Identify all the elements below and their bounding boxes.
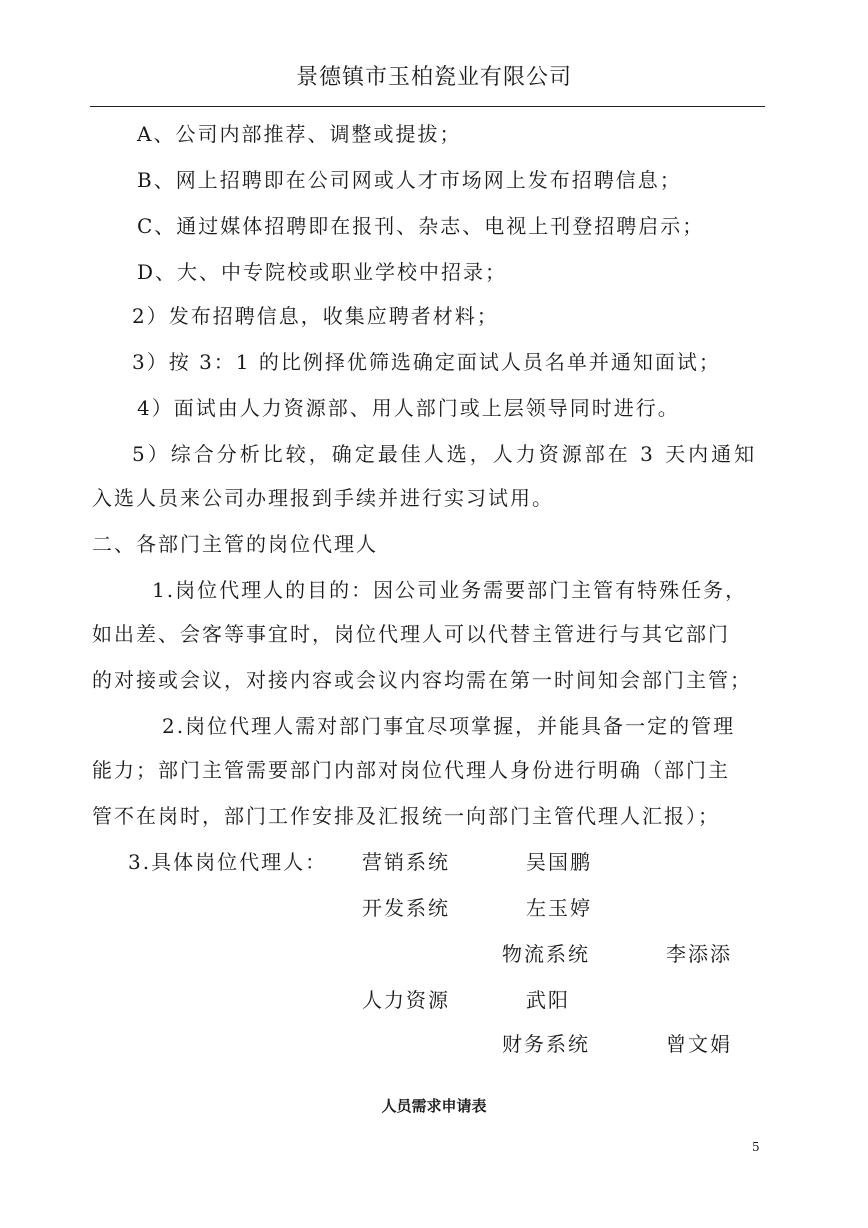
section-heading: 二、各部门主管的岗位代理人 xyxy=(92,532,378,556)
agent-name: 左玉婷 xyxy=(526,896,592,920)
body-line: 入选人员来公司办理报到手续并进行实习试用。 xyxy=(92,486,554,510)
agent-name: 吴国鹏 xyxy=(526,850,592,874)
page-header-title: 景德镇市玉柏瓷业有限公司 xyxy=(295,65,572,90)
agent-name: 李添添 xyxy=(666,942,732,966)
body-line: B、网上招聘即在公司网或人才市场网上发布招聘信息； xyxy=(137,168,682,192)
body-line: 5）综合分析比较，确定最佳人选，人力资源部在 3 天内通知 xyxy=(132,442,758,466)
body-line: D、大、中专院校或职业学校中招录； xyxy=(137,260,508,284)
agent-dept: 人力资源 xyxy=(362,988,450,1012)
agent-name: 曾文娟 xyxy=(666,1032,732,1056)
agents-label: 3.具体岗位代理人： xyxy=(128,850,328,874)
body-line: 1.岗位代理人的目的：因公司业务需要部门主管有特殊任务， xyxy=(152,578,748,602)
body-line: 管不在岗时，部门工作安排及汇报统一向部门主管代理人汇报）； xyxy=(92,804,720,828)
agent-dept: 开发系统 xyxy=(362,896,450,920)
agent-name: 武阳 xyxy=(526,988,570,1012)
body-line: 4）面试由人力资源部、用人部门或上层领导同时进行。 xyxy=(137,396,680,420)
body-line: 能力；部门主管需要部门内部对岗位代理人身份进行明确（部门主 xyxy=(92,758,730,782)
agent-dept: 财务系统 xyxy=(502,1032,590,1056)
table-title: 人员需求申请表 xyxy=(381,1097,487,1115)
agent-dept: 营销系统 xyxy=(362,850,450,874)
agent-dept: 物流系统 xyxy=(502,942,590,966)
header-divider xyxy=(90,106,765,107)
body-line: 如出差、会客等事宜时，岗位代理人可以代替主管进行与其它部门 xyxy=(92,622,730,646)
body-line: 2.岗位代理人需对部门事宜尽项掌握，并能具备一定的管理 xyxy=(162,714,736,738)
page-number: 5 xyxy=(752,1140,760,1154)
body-line: A、公司内部推荐、调整或提拔； xyxy=(137,122,462,146)
body-line: 3）按 3：1 的比例择优筛选确定面试人员名单并通知面试； xyxy=(132,350,721,374)
body-line: 2）发布招聘信息，收集应聘者材料； xyxy=(132,304,499,328)
body-line: C、通过媒体招聘即在报刊、杂志、电视上刊登招聘启示； xyxy=(137,214,705,238)
body-line: 的对接或会议，对接内容或会议内容均需在第一时间知会部门主管； xyxy=(92,668,752,692)
